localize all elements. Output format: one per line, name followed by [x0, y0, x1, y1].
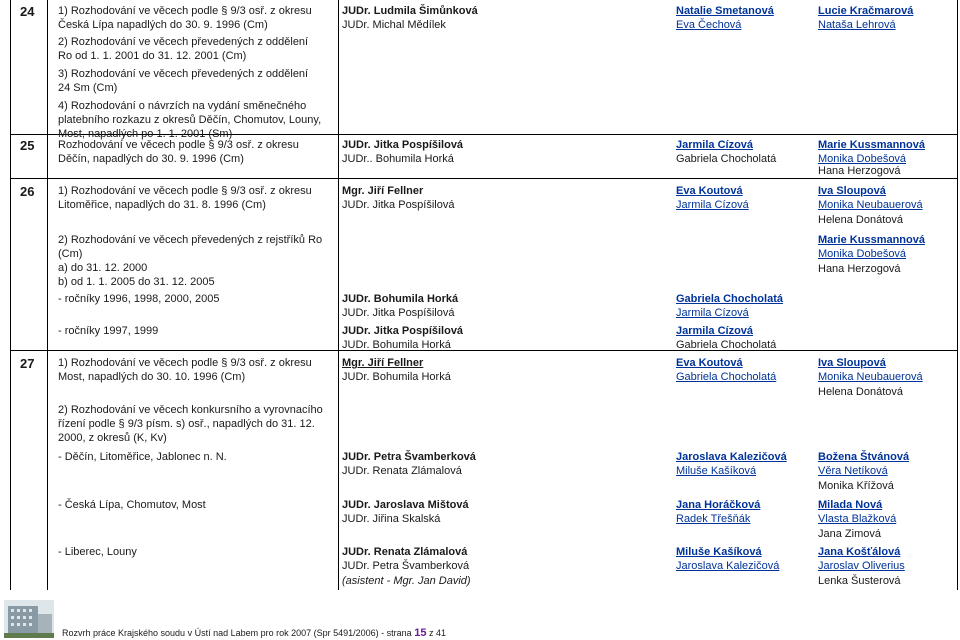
number-column-divider	[47, 0, 48, 590]
agenda-text: 2) Rozhodování ve věcech převedených z oddělení	[58, 36, 309, 48]
clerk-name[interactable]: Monika Dobešová	[818, 153, 907, 165]
assistant-name: Gabriela Chocholatá	[676, 339, 777, 351]
judge-name: JUDr. Michal Mědílek	[342, 19, 446, 31]
assistant-name[interactable]: Jarmila Cízová	[676, 307, 749, 319]
assistant-name[interactable]: Eva Koutová	[676, 185, 743, 197]
footer-text: Rozvrh práce Krajského soudu v Ústí nad Labem pro rok 2007 (Spr 5491/2006) - strana	[62, 628, 412, 638]
assistant-name[interactable]: Jaroslava Kalezičová	[676, 451, 787, 463]
judge-name: JUDr. Petra Švamberková	[342, 560, 470, 572]
assistant-name: Gabriela Chocholatá	[676, 153, 777, 165]
agenda-text: - ročníky 1997, 1999	[58, 325, 159, 337]
judge-name: JUDr. Jitka Pospíšilová	[342, 139, 464, 151]
clerk-name: Lenka Šusterová	[818, 575, 901, 587]
agenda-text: 1) Rozhodování ve věcech podle § 9/3 osř. z okresu	[58, 5, 312, 17]
row-number-27: 27	[20, 356, 35, 371]
page-footer	[62, 627, 446, 639]
clerk-name[interactable]: Marie Kussmannová	[818, 139, 925, 151]
agenda-text: řízení podle § 9/3 písm. s) osř., napadlých do 31. 12.	[58, 418, 315, 430]
judge-name: JUDr. Jitka Pospíšilová	[342, 199, 455, 211]
agenda-text: Most, napadlých po 1. 1. 2001 (Sm)	[58, 128, 233, 140]
agenda-text: - ročníky 1996, 1998, 2000, 2005	[58, 293, 220, 305]
agenda-text: - Děčín, Litoměřice, Jablonec n. N.	[58, 451, 227, 463]
clerk-name[interactable]: Iva Sloupová	[818, 357, 886, 369]
judge-name: JUDr. Jaroslava Mištová	[342, 499, 469, 511]
clerk-name: Helena Donátová	[818, 386, 904, 398]
assistant-name[interactable]: Eva Koutová	[676, 357, 743, 369]
clerk-name: Helena Donátová	[818, 214, 904, 226]
clerk-name[interactable]: Monika Dobešová	[818, 248, 907, 260]
agenda-text: platebního rozkazu z okresů Děčín, Chomutov, Louny,	[58, 114, 322, 126]
clerk-name: Hana Herzogová	[818, 165, 901, 177]
clerk-name: Jana Zimová	[818, 528, 881, 540]
judge-name: JUDr. Petra Švamberková	[342, 451, 476, 463]
agenda-text: Ro od 1. 1. 2001 do 31. 12. 2001 (Cm)	[58, 50, 247, 62]
clerk-name[interactable]: Věra Netíková	[818, 465, 888, 477]
clerk-name[interactable]: Marie Kussmannová	[818, 234, 925, 246]
judge-name: JUDr. Bohumila Horká	[342, 371, 451, 383]
clerk-name[interactable]: Jaroslav Oliverius	[818, 560, 905, 572]
agenda-text: Děčín, napadlých do 30. 9. 1996 (Cm)	[58, 153, 244, 165]
clerk-name[interactable]: Monika Neubauerová	[818, 371, 923, 383]
left-border	[10, 0, 11, 590]
agenda-text: b) od 1. 1. 2005 do 31. 12. 2005	[58, 276, 215, 288]
assistant-name[interactable]: Miluše Kašíková	[676, 465, 757, 477]
assistant-note: (asistent - Mgr. Jan David)	[342, 575, 471, 587]
judge-name: Mgr. Jiří Fellner	[342, 185, 424, 197]
agenda-text: 3) Rozhodování ve věcech převedených z oddělení	[58, 68, 309, 80]
judge-name: JUDr. Jiřina Skalská	[342, 513, 441, 525]
assistant-name[interactable]: Gabriela Chocholatá	[676, 371, 777, 383]
agenda-text: 2) Rozhodování ve věcech převedených z rejstříků Ro	[58, 234, 323, 246]
agenda-text: 2000, z okresů (K, Kv)	[58, 432, 167, 444]
clerk-name[interactable]: Jana Košťálová	[818, 546, 901, 558]
agenda-text: - Česká Lípa, Chomutov, Most	[58, 499, 206, 511]
row-divider-26-27	[10, 350, 958, 351]
row-number-24: 24	[20, 4, 35, 19]
judge-name: JUDr. Renata Zlámalová	[342, 546, 468, 558]
clerk-name[interactable]: Božena Štvánová	[818, 451, 910, 463]
assistant-name[interactable]: Jarmila Cízová	[676, 139, 754, 151]
judge-name: JUDr. Jitka Pospíšilová	[342, 307, 455, 319]
agenda-text: 24 Sm (Cm)	[58, 82, 118, 94]
agenda-text: a) do 31. 12. 2000	[58, 262, 148, 274]
clerk-name[interactable]: Monika Neubauerová	[818, 199, 923, 211]
assistant-name[interactable]: Radek Třešňák	[676, 513, 751, 525]
clerk-name: Monika Křížová	[818, 480, 894, 492]
page-number: 15	[414, 627, 427, 639]
assistant-name[interactable]: Jarmila Cízová	[676, 199, 749, 211]
assistant-name[interactable]: Jaroslava Kalezičová	[676, 560, 780, 572]
agenda-text: 4) Rozhodování o návrzích na vydání směnečného	[58, 100, 307, 112]
agenda-text: Rozhodování ve věcech podle § 9/3 osř. z okresu	[58, 139, 299, 151]
agenda-text: - Liberec, Louny	[58, 546, 137, 558]
agenda-text: 2) Rozhodování ve věcech konkursního a vyrovnacího	[58, 404, 323, 416]
clerk-name[interactable]: Nataša Lehrová	[818, 19, 896, 31]
assistant-name[interactable]: Jarmila Cízová	[676, 325, 754, 337]
judge-name: Mgr. Jiří Fellner	[342, 357, 424, 369]
clerk-name[interactable]: Milada Nová	[818, 499, 883, 511]
assistant-name[interactable]: Gabriela Chocholatá	[676, 293, 783, 305]
row-number-26: 26	[20, 184, 35, 199]
assistant-name[interactable]: Jana Horáčková	[676, 499, 761, 511]
page-total: z 41	[428, 628, 446, 638]
agenda-column-divider	[338, 0, 339, 590]
row-number-25: 25	[20, 138, 35, 153]
judge-name: JUDr.. Bohumila Horká	[342, 153, 454, 165]
judge-name: JUDr. Bohumila Horká	[342, 339, 451, 351]
clerk-name[interactable]: Iva Sloupová	[818, 185, 886, 197]
agenda-text: Česká Lípa napadlých do 30. 9. 1996 (Cm)	[58, 19, 268, 31]
clerk-name[interactable]: Lucie Kračmarová	[818, 5, 914, 17]
right-border	[957, 0, 958, 590]
assistant-name[interactable]: Eva Čechová	[676, 19, 742, 31]
judge-name: JUDr. Bohumila Horká	[342, 293, 459, 305]
assistant-name[interactable]: Miluše Kašíková	[676, 546, 762, 558]
agenda-text: (Cm)	[58, 248, 83, 260]
agenda-text: Litoměřice, napadlých do 31. 8. 1996 (Cm)	[58, 199, 266, 211]
row-divider-25-26	[10, 178, 958, 179]
court-building-image	[4, 600, 54, 638]
agenda-text: 1) Rozhodování ve věcech podle § 9/3 osř. z okresu	[58, 357, 312, 369]
clerk-name: Hana Herzogová	[818, 263, 901, 275]
judge-name: JUDr. Jitka Pospíšilová	[342, 325, 464, 337]
judge-name: JUDr. Renata Zlámalová	[342, 465, 462, 477]
judge-name: JUDr. Ludmila Šimůnková	[342, 5, 478, 17]
agenda-text: 1) Rozhodování ve věcech podle § 9/3 osř. z okresu	[58, 185, 312, 197]
assistant-name[interactable]: Natalie Smetanová	[676, 5, 774, 17]
clerk-name[interactable]: Vlasta Blažková	[818, 513, 897, 525]
agenda-text: Most, napadlých do 30. 10. 1996 (Cm)	[58, 371, 246, 383]
